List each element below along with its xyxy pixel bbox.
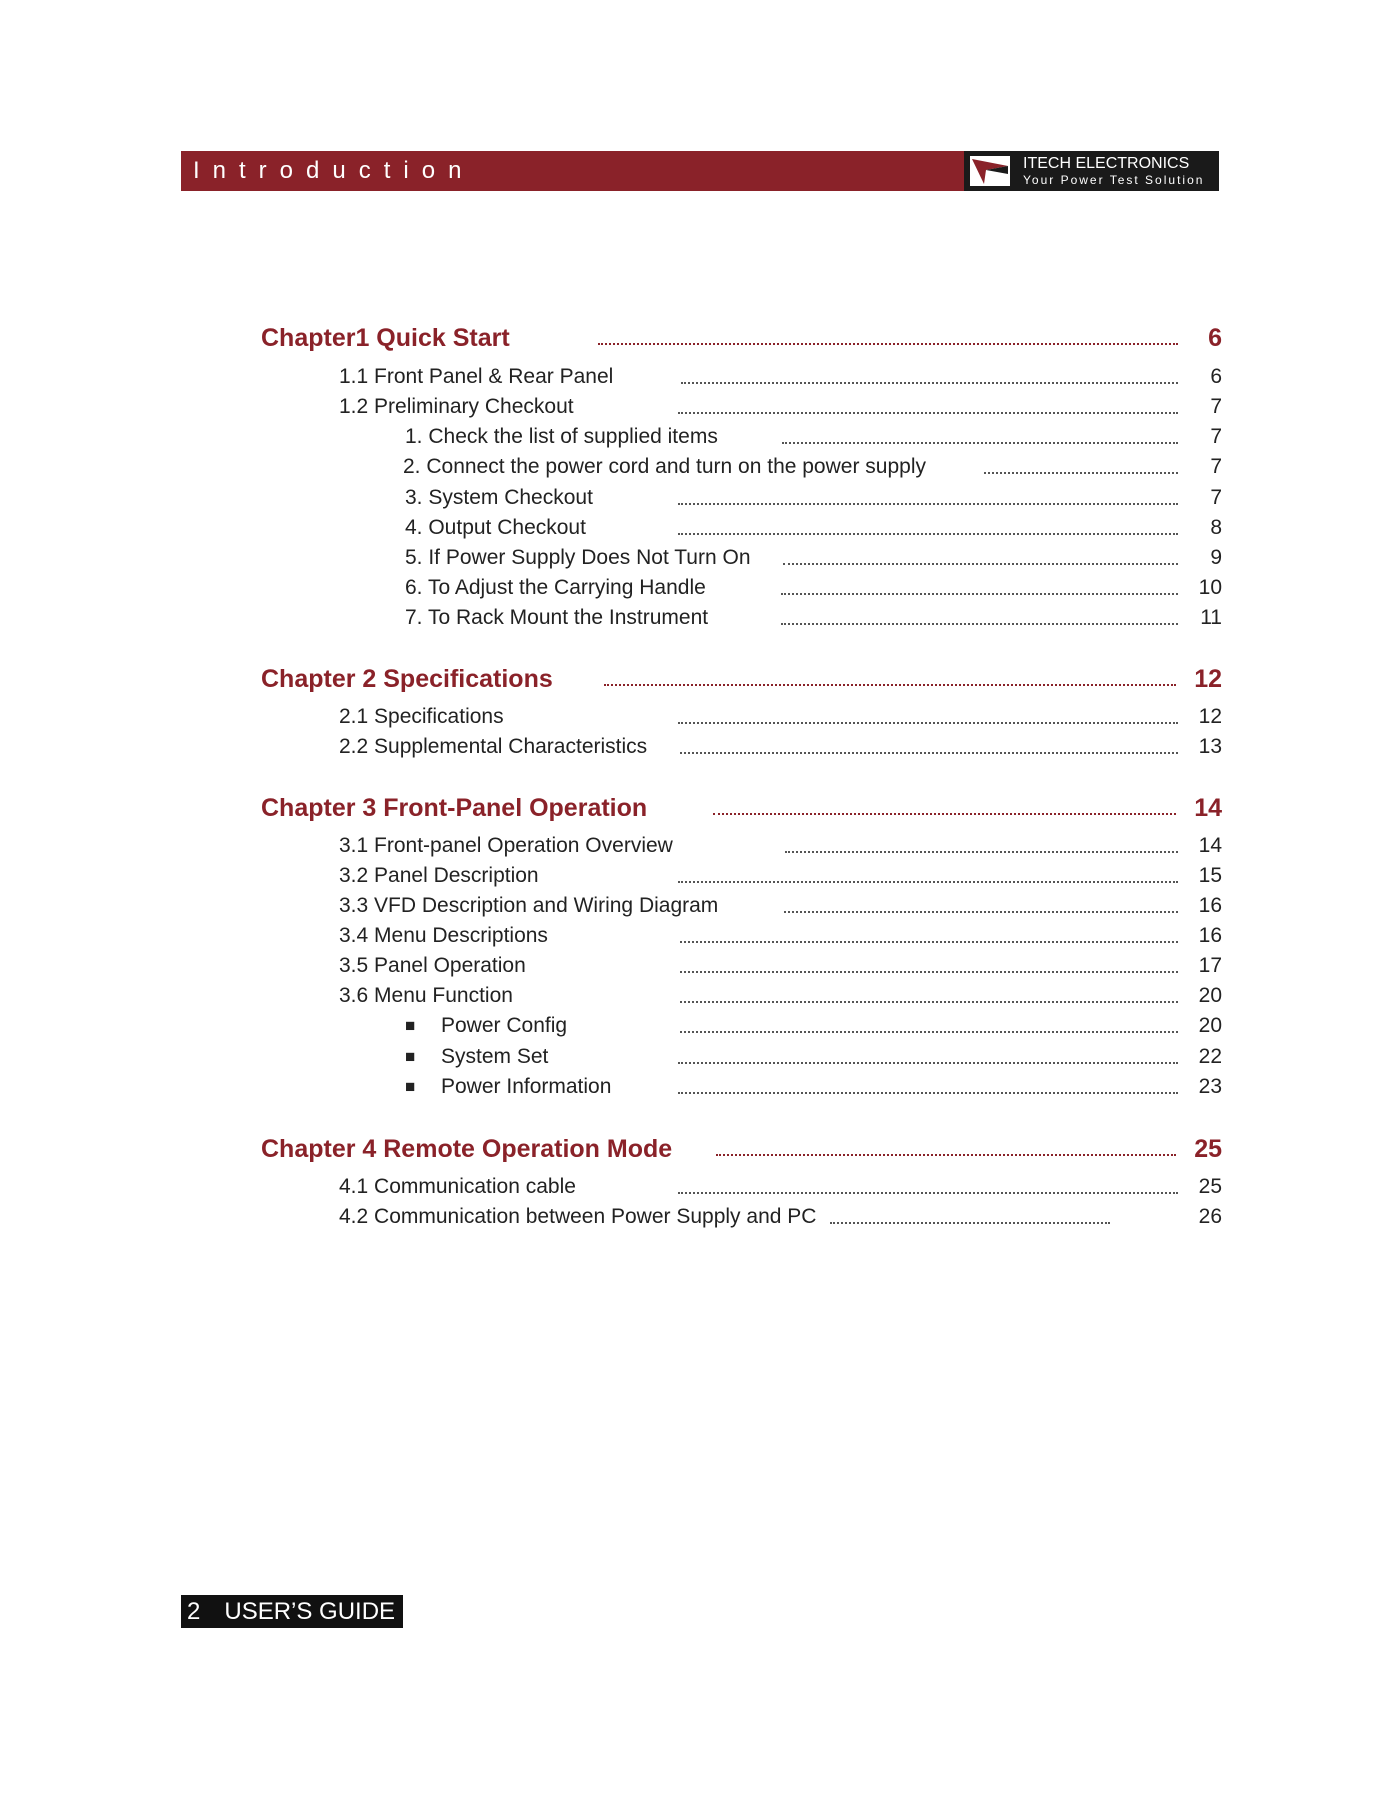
toc-page-number: 20	[1198, 984, 1222, 1007]
toc-leader	[678, 722, 1178, 724]
bullet-square-icon: ■	[405, 1077, 416, 1096]
toc-entry-title: 1.2 Preliminary Checkout	[339, 395, 574, 418]
toc-page-number: 8	[1210, 516, 1222, 539]
toc-page-number: 16	[1198, 894, 1222, 917]
toc-page-number: 20	[1198, 1014, 1222, 1037]
toc-leader	[680, 1031, 1178, 1033]
toc-leader	[784, 911, 1178, 913]
toc-entry-title: 3.2 Panel Description	[339, 864, 539, 887]
toc-entry-3-6-power-information[interactable]	[0, 1074, 1400, 1104]
toc-chapter-title: Chapter 3 Front-Panel Operation	[261, 794, 648, 822]
toc-entry-3-3[interactable]	[0, 893, 1400, 923]
toc-page-number: 13	[1198, 735, 1222, 758]
toc-entry-title: 4.1 Communication cable	[339, 1175, 576, 1198]
toc-chapter-2[interactable]	[0, 664, 1400, 694]
toc-leader	[680, 752, 1178, 754]
toc-entry-title: 7. To Rack Mount the Instrument	[405, 606, 709, 629]
toc-leader	[680, 941, 1178, 943]
toc-entry-title: System Set	[441, 1045, 549, 1068]
toc-entry-title: 1. Check the list of supplied items	[405, 425, 718, 448]
toc-leader	[678, 503, 1178, 505]
toc-page-number: 16	[1198, 924, 1222, 947]
toc-page-number: 22	[1198, 1045, 1222, 1068]
bullet-square-icon: ■	[405, 1016, 416, 1035]
toc-entry-3-6-system-set[interactable]	[0, 1044, 1400, 1074]
toc-entry-title: 5. If Power Supply Does Not Turn On	[405, 546, 751, 569]
toc-entry-4-1[interactable]	[0, 1174, 1400, 1204]
toc-page-number: 26	[1198, 1205, 1222, 1228]
toc-chapter-title: Chapter 2 Specifications	[261, 665, 553, 693]
toc-entry-title: Power Config	[441, 1014, 568, 1037]
toc-leader	[984, 472, 1178, 474]
toc-page-number: 15	[1198, 864, 1222, 887]
toc-entry-title: 3.3 VFD Description and Wiring Diagram	[339, 894, 719, 917]
toc-leader	[716, 1154, 1176, 1156]
toc-leader	[678, 412, 1178, 414]
toc-entry-4-2[interactable]	[0, 1204, 1400, 1234]
toc-entry-1-2-4[interactable]	[0, 515, 1400, 545]
toc-entry-1-2-2[interactable]	[0, 454, 1400, 484]
toc-chapter-3[interactable]	[0, 793, 1400, 823]
toc-leader	[830, 1222, 1110, 1224]
toc-leader	[678, 1192, 1178, 1194]
toc-entry-title: 6. To Adjust the Carrying Handle	[405, 576, 706, 599]
toc-leader	[678, 1092, 1178, 1094]
footer-page-number: 2	[187, 1598, 201, 1625]
toc-leader	[713, 813, 1176, 815]
page-footer	[181, 1595, 403, 1628]
toc-entry-1-2-6[interactable]	[0, 575, 1400, 605]
toc-leader	[678, 533, 1178, 535]
toc-page-number: 11	[1200, 606, 1222, 629]
toc-leader	[681, 382, 1178, 384]
toc-page-number: 17	[1198, 954, 1222, 977]
toc-page-number: 7	[1210, 425, 1222, 448]
toc-page-number: 23	[1198, 1075, 1222, 1098]
toc-entry-title: 1.1 Front Panel & Rear Panel	[339, 365, 614, 388]
toc-entry-title: 4.2 Communication between Power Supply and PC	[339, 1205, 817, 1228]
header-bar	[181, 151, 1219, 191]
toc-entry-title: 2.1 Specifications	[339, 705, 504, 728]
brand-tagline: Your Power Test Solution	[1023, 173, 1205, 187]
toc-page-number: 25	[1194, 1135, 1222, 1163]
toc-entry-title: 2. Connect the power cord and turn on the power supply	[403, 455, 926, 478]
toc-page-number: 6	[1210, 365, 1222, 388]
bullet-square-icon: ■	[405, 1047, 416, 1066]
brand-logo	[964, 151, 1219, 191]
toc-page-number: 14	[1198, 834, 1222, 857]
toc-page-number: 14	[1194, 794, 1222, 822]
toc-page-number: 10	[1198, 576, 1222, 599]
toc-entry-3-5[interactable]	[0, 953, 1400, 983]
toc-leader	[785, 851, 1178, 853]
toc-entry-1-2[interactable]	[0, 394, 1400, 424]
toc-entry-3-1[interactable]	[0, 833, 1400, 863]
toc-leader	[680, 1001, 1178, 1003]
section-title: Introduction	[193, 157, 475, 184]
footer-label: USER’S GUIDE	[224, 1598, 396, 1625]
toc-entry-3-2[interactable]	[0, 863, 1400, 893]
toc-chapter-1[interactable]	[0, 323, 1400, 353]
toc-entry-1-1[interactable]	[0, 364, 1400, 394]
toc-leader	[783, 563, 1178, 565]
toc-page-number: 12	[1198, 705, 1222, 728]
toc-leader	[678, 881, 1178, 883]
toc-entry-title: 3.6 Menu Function	[339, 984, 513, 1007]
toc-entry-title: 3.4 Menu Descriptions	[339, 924, 548, 947]
toc-page-number: 12	[1194, 665, 1222, 693]
toc-entry-title: Power Information	[441, 1075, 612, 1098]
toc-leader	[598, 343, 1178, 345]
toc-entry-2-2[interactable]	[0, 734, 1400, 764]
toc-entry-3-6-power-config[interactable]	[0, 1013, 1400, 1043]
itech-logo-icon	[970, 156, 1010, 186]
toc-page-number: 6	[1208, 324, 1222, 352]
toc-leader	[782, 442, 1178, 444]
toc-entry-2-1[interactable]	[0, 704, 1400, 734]
toc-chapter-4[interactable]	[0, 1134, 1400, 1164]
toc-chapter-title: Chapter1 Quick Start	[261, 324, 510, 352]
toc-leader	[781, 623, 1178, 625]
toc-entry-1-2-5[interactable]	[0, 545, 1400, 575]
toc-entry-1-2-1[interactable]	[0, 424, 1400, 454]
toc-entry-3-6[interactable]	[0, 983, 1400, 1013]
toc-leader	[678, 1062, 1178, 1064]
toc-leader	[781, 593, 1178, 595]
toc-leader	[680, 971, 1178, 973]
toc-entry-3-4[interactable]	[0, 923, 1400, 953]
toc-leader	[604, 684, 1176, 686]
toc-entry-title: 2.2 Supplemental Characteristics	[339, 735, 648, 758]
toc-entry-title: 4. Output Checkout	[405, 516, 586, 539]
toc-entry-title: 3. System Checkout	[405, 486, 593, 509]
toc-chapter-title: Chapter 4 Remote Operation Mode	[261, 1135, 673, 1163]
toc-entry-title: 3.1 Front-panel Operation Overview	[339, 834, 673, 857]
toc-page-number: 25	[1198, 1175, 1222, 1198]
toc-entry-1-2-7[interactable]	[0, 605, 1400, 635]
toc-page-number: 7	[1210, 395, 1222, 418]
toc-page-number: 7	[1210, 455, 1222, 478]
toc-page-number: 7	[1210, 486, 1222, 509]
toc-entry-1-2-3[interactable]	[0, 485, 1400, 515]
brand-name: ITECH ELECTRONICS	[1023, 155, 1190, 172]
toc-entry-title: 3.5 Panel Operation	[339, 954, 526, 977]
toc-page-number: 9	[1210, 546, 1222, 569]
